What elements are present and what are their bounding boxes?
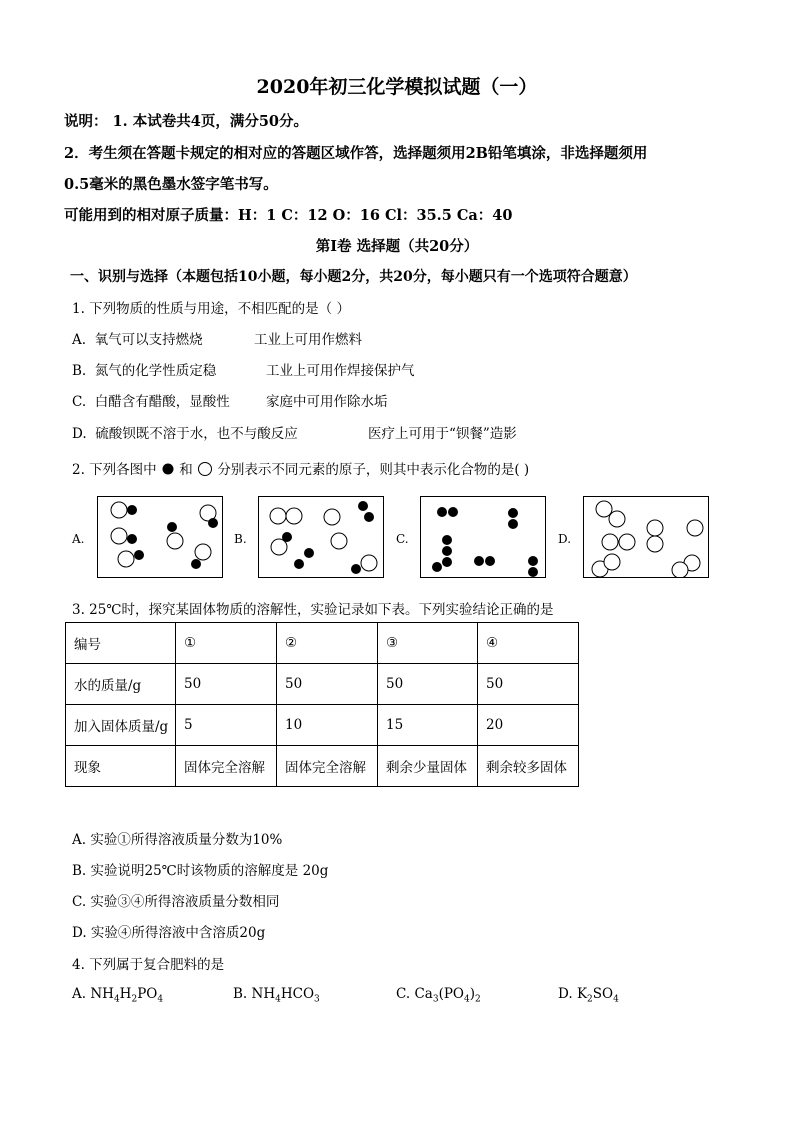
q3-data-table xyxy=(65,622,579,787)
table-cell: 5 xyxy=(176,705,277,746)
table-cell: 加入固体质量/g xyxy=(66,705,176,746)
q1-option-b-use: 工业上可用作焊接保护气 xyxy=(266,363,415,379)
table-cell: 50 xyxy=(478,664,579,705)
q1-option-a-use: 工业上可用作燃料 xyxy=(254,332,362,348)
hollow-atom-icon xyxy=(197,461,213,477)
q4-option-c[interactable]: C. $Ca_3(PO_4)_2$ xyxy=(396,986,481,1005)
table-cell: 水的质量/g xyxy=(66,664,176,705)
q2-diagram-d xyxy=(583,496,709,578)
q2-label-d[interactable]: D. xyxy=(558,532,572,546)
table-row xyxy=(66,746,579,787)
filled-atom-icon xyxy=(161,462,175,476)
table-row xyxy=(66,705,579,746)
note-line-2a: 2．考生须在答题卡规定的相对应的答题区域作答，选择题须用2B铅笔填涂，非选择题须用 xyxy=(64,145,648,162)
q4-option-b[interactable]: B. $NH_4HCO_3$ xyxy=(233,986,320,1005)
diagram-a-molecules xyxy=(98,497,222,577)
table-cell: 50 xyxy=(176,664,277,705)
q3-option-d[interactable]: D. 实验④所得溶液中含溶质20g xyxy=(72,925,266,941)
table-cell: 50 xyxy=(277,664,378,705)
section-title: 第Ⅰ卷 选择题（共20分） xyxy=(315,238,479,255)
q2-stem: 2. 下列各图中 和 分别表示不同元素的原子，则其中表示化合物的是( ) xyxy=(72,462,530,478)
q2-diagram-c xyxy=(420,496,546,578)
diagram-c-molecules xyxy=(421,497,545,577)
q3-option-a[interactable]: A. 实验①所得溶液质量分数为10% xyxy=(72,832,283,848)
table-cell: 50 xyxy=(378,664,478,705)
q3-option-b[interactable]: B. 实验说明25℃时该物质的溶解度是 20g xyxy=(72,863,329,879)
table-cell: 剩余较多固体 xyxy=(478,746,579,787)
q4-stem: 4. 下列属于复合肥料的是 xyxy=(72,957,225,973)
q1-option-b[interactable]: B. 氮气的化学性质定稳 xyxy=(72,363,217,379)
table-cell: ② xyxy=(277,623,378,664)
q1-option-c[interactable]: C. 白醋含有醋酸，显酸性 xyxy=(72,394,230,410)
q1-option-a[interactable]: A. 氧气可以支持燃烧 xyxy=(72,332,203,348)
part-title: 一、识别与选择（本题包括10小题，每小题2分，共20分，每小题只有一个选项符合题意） xyxy=(70,269,637,285)
table-cell: ③ xyxy=(378,623,478,664)
q1-option-d[interactable]: D. 硫酸钡既不溶于水，也不与酸反应 xyxy=(72,426,298,442)
diagram-b-molecules xyxy=(259,497,383,577)
q1-option-c-use: 家庭中可用作除水垢 xyxy=(266,394,388,410)
table-cell: 20 xyxy=(478,705,579,746)
table-cell: 15 xyxy=(378,705,478,746)
table-cell: 编号 xyxy=(66,623,176,664)
table-cell: ① xyxy=(176,623,277,664)
diagram-d-molecules xyxy=(584,497,708,577)
table-row xyxy=(66,623,579,664)
table-row xyxy=(66,664,579,705)
q4-option-d[interactable]: D. $K_2SO_4$ xyxy=(558,986,619,1005)
table-cell: ④ xyxy=(478,623,579,664)
q1-option-d-use: 医疗上可用于“钡餐”造影 xyxy=(368,426,517,442)
table-cell: 固体完全溶解 xyxy=(277,746,378,787)
q3-option-c[interactable]: C. 实验③④所得溶液质量分数相同 xyxy=(72,894,280,910)
q2-label-a[interactable]: A. xyxy=(72,532,85,546)
q2-label-b[interactable]: B. xyxy=(234,532,247,546)
table-cell: 10 xyxy=(277,705,378,746)
note-line-1: 说明： 1. 本试卷共4页，满分50分。 xyxy=(64,113,308,130)
note-line-2b: 0.5毫米的黑色墨水签字笔书写。 xyxy=(64,176,278,193)
q1-stem: 1. 下列物质的性质与用途，不相匹配的是（ ） xyxy=(72,301,350,317)
q2-label-c[interactable]: C. xyxy=(396,532,409,546)
page-title: 2020年初三化学模拟试题（一） xyxy=(256,76,538,98)
q2-diagram-a xyxy=(97,496,223,578)
table-cell: 剩余少量固体 xyxy=(378,746,478,787)
q2-diagram-b xyxy=(258,496,384,578)
q3-stem: 3. 25℃时，探究某固体物质的溶解性，实验记录如下表。下列实验结论正确的是 xyxy=(72,602,554,618)
table-cell: 固体完全溶解 xyxy=(176,746,277,787)
atomic-masses: 可能用到的相对原子质量：H：1 C：12 O：16 Cl：35.5 Ca：40 xyxy=(64,207,513,224)
q4-option-a[interactable]: A. $NH_4H_2PO_4$ xyxy=(72,986,164,1005)
table-cell: 现象 xyxy=(66,746,176,787)
